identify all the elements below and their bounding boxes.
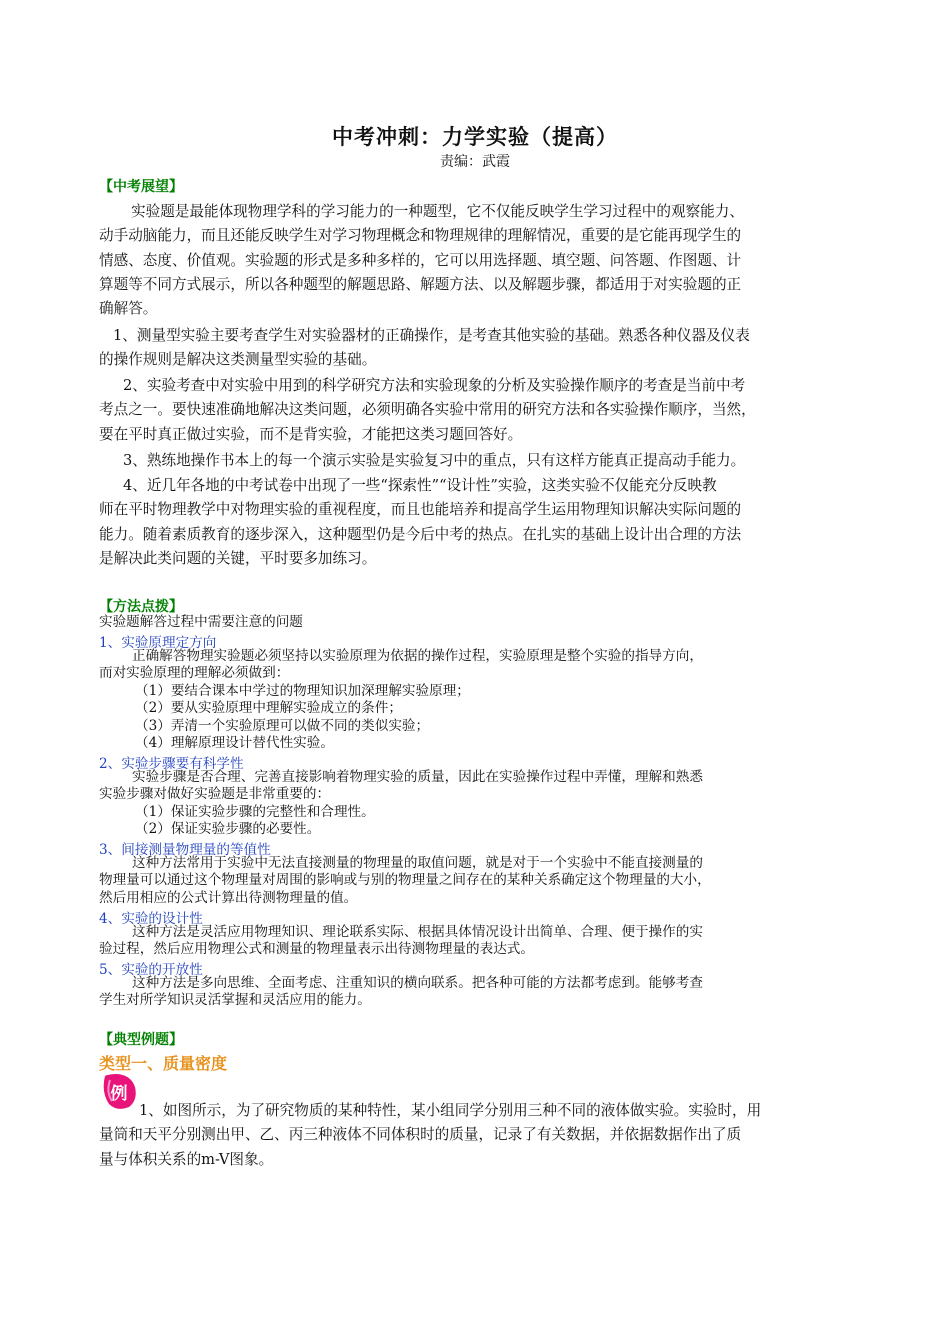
text-line: 1、测量型实验主要考查学生对实验器材的正确操作，是考查其他实验的基础。熟悉各种仪器及仪表 [113,327,750,344]
method-text-1 [99,648,703,752]
list-item: （3）弄清一个实验原理可以做不同的类似实验； [135,717,430,734]
method-text-4 [99,924,703,959]
list-item: （2）保证实验步骤的必要性。 [135,821,321,838]
text-line: 实验步骤对做好实验题是非常重要的： [99,786,331,803]
outlook-point-3 [99,449,745,473]
text-line: 的操作规则是解决这类测量型实验的基础。 [99,351,377,369]
document-author: 责编：武霞 [440,154,510,170]
text-line: 学生对所学知识灵活掌握和灵活应用的能力。 [99,992,371,1009]
section-heading-examples: 【典型例题】 [99,1032,183,1048]
method-text-5 [99,975,703,1010]
type-heading: 类型一、质量密度 [99,1054,228,1073]
text-line: 能力。随着素质教育的逐步深入，这种题型仍是今后中考的热点。在扎实的基础上设计出合理的方法 [99,525,742,543]
list-item: （2）要从实验原理中理解实验成立的条件； [135,700,402,717]
text-line: 而对实验原理的理解必须做到： [99,665,290,682]
method-heading-4: 4、实验的设计性 [99,911,203,927]
method-text-3 [99,855,711,907]
text-line: 是解决此类问题的关键，平时要多加练习。 [99,549,377,567]
text-line: 正确解答物理实验题必须坚持以实验原理为依据的操作过程，实验原理是整个实验的指导方向， [132,648,703,664]
text-line: 情感、态度、价值观。实验题的形式是多种多样的，它可以用选择题、填空题、问答题、作图题、计 [99,251,742,269]
text-line: 1、如图所示，为了研究物质的某种特性，某小组同学分别用三种不同的液体做实验。实验时，用 [139,1102,762,1119]
method-heading-3: 3、间接测量物理量的等值性 [99,842,271,858]
text-line: 2、实验考查中对实验中用到的科学研究方法和实验现象的分析及实验操作顺序的考查是当前中考 [123,377,746,394]
text-line: 3、熟练地操作书本上的每一个演示实验是实验复习中的重点，只有这样方能真正提高动手能力。 [123,452,746,469]
text-line: 动手动脑能力，而且还能反映学生对学习物理概念和物理规律的理解情况，重要的是它能再现学生的 [99,227,742,245]
text-line: 实验题是最能体现物理学科的学习能力的一种题型，它不仅能反映学生学习过程中的观察能力、 [131,203,744,220]
section-heading-outlook: 【中考展望】 [99,179,183,195]
outlook-point-2 [99,374,756,447]
text-line: 量筒和天平分别测出甲、乙、丙三种液体不同体积时的质量，记录了有关数据，并依据数据作出了质 [99,1126,742,1144]
text-line: 实验步骤是否合理、完善直接影响着物理实验的质量，因此在实验操作过程中弄懂，理解和熟悉 [132,769,703,785]
text-line: 这种方法常用于实验中无法直接测量的物理量的取值问题，就是对于一个实验中不能直接测量的 [132,855,703,871]
method-heading-1: 1、实验原理定方向 [99,635,217,651]
example-badge-label: 例 [110,1084,128,1104]
document-title: 中考冲刺：力学实验（提高） [332,125,618,149]
text-line: 这种方法是灵活应用物理知识、理论联系实际、根据具体情况设计出简单、合理、便于操作的实 [132,924,703,940]
section-heading-method: 【方法点拨】 [99,599,183,615]
list-item: （4）理解原理设计替代性实验。 [135,735,334,752]
text-line: 4、近几年各地的中考试卷中出现了一些“探索性”“设计性”实验，这类实验不仅能充分反映教 [123,477,717,494]
list-item: （1）保证实验步骤的完整性和合理性。 [135,803,375,820]
text-line: 师在平时物理教学中对物理实验的重视程度，而且也能培养和提高学生运用物理知识解决实际问题的 [99,501,742,519]
text-line: 考点之一。要快速准确地解决这类问题，必须明确各实验中常用的研究方法和各实验操作顺序，当然， [99,401,756,419]
method-heading-5: 5、实验的开放性 [99,962,203,978]
text-line: 然后用相应的公式计算出待测物理量的值。 [99,889,358,906]
text-line: 这种方法是多向思维、全面考虑、注重知识的横向联系。把各种可能的方法都考虑到。能够考查 [132,975,703,991]
method-heading-2: 2、实验步骤要有科学性 [99,756,244,772]
method-text-2 [99,769,703,839]
text-line: 物理量可以通过这个物理量对周围的影响或与别的物理量之间存在的某种关系确定这个物理量的大小， [99,872,711,889]
outlook-intro [99,200,744,321]
text-line: 算题等不同方式展示，所以各种题型的解题思路、解题方法、以及解题步骤，都适用于对实验题的正 [99,275,742,293]
example-question-1 [99,1099,761,1172]
outlook-point-4 [99,474,741,571]
outlook-point-1 [99,324,750,373]
method-lead: 实验题解答过程中需要注意的问题 [99,614,303,630]
text-line: 要在平时真正做过实验，而不是背实验，才能把这类习题回答好。 [99,425,523,443]
text-line: 量与体积关系的m-V图象。 [99,1150,274,1168]
text-line: 确解答。 [99,300,158,318]
list-item: （1）要结合课本中学过的物理知识加深理解实验原理； [135,682,470,699]
text-line: 验过程，然后应用物理公式和测量的物理量表示出待测物理量的表达式。 [99,941,534,958]
